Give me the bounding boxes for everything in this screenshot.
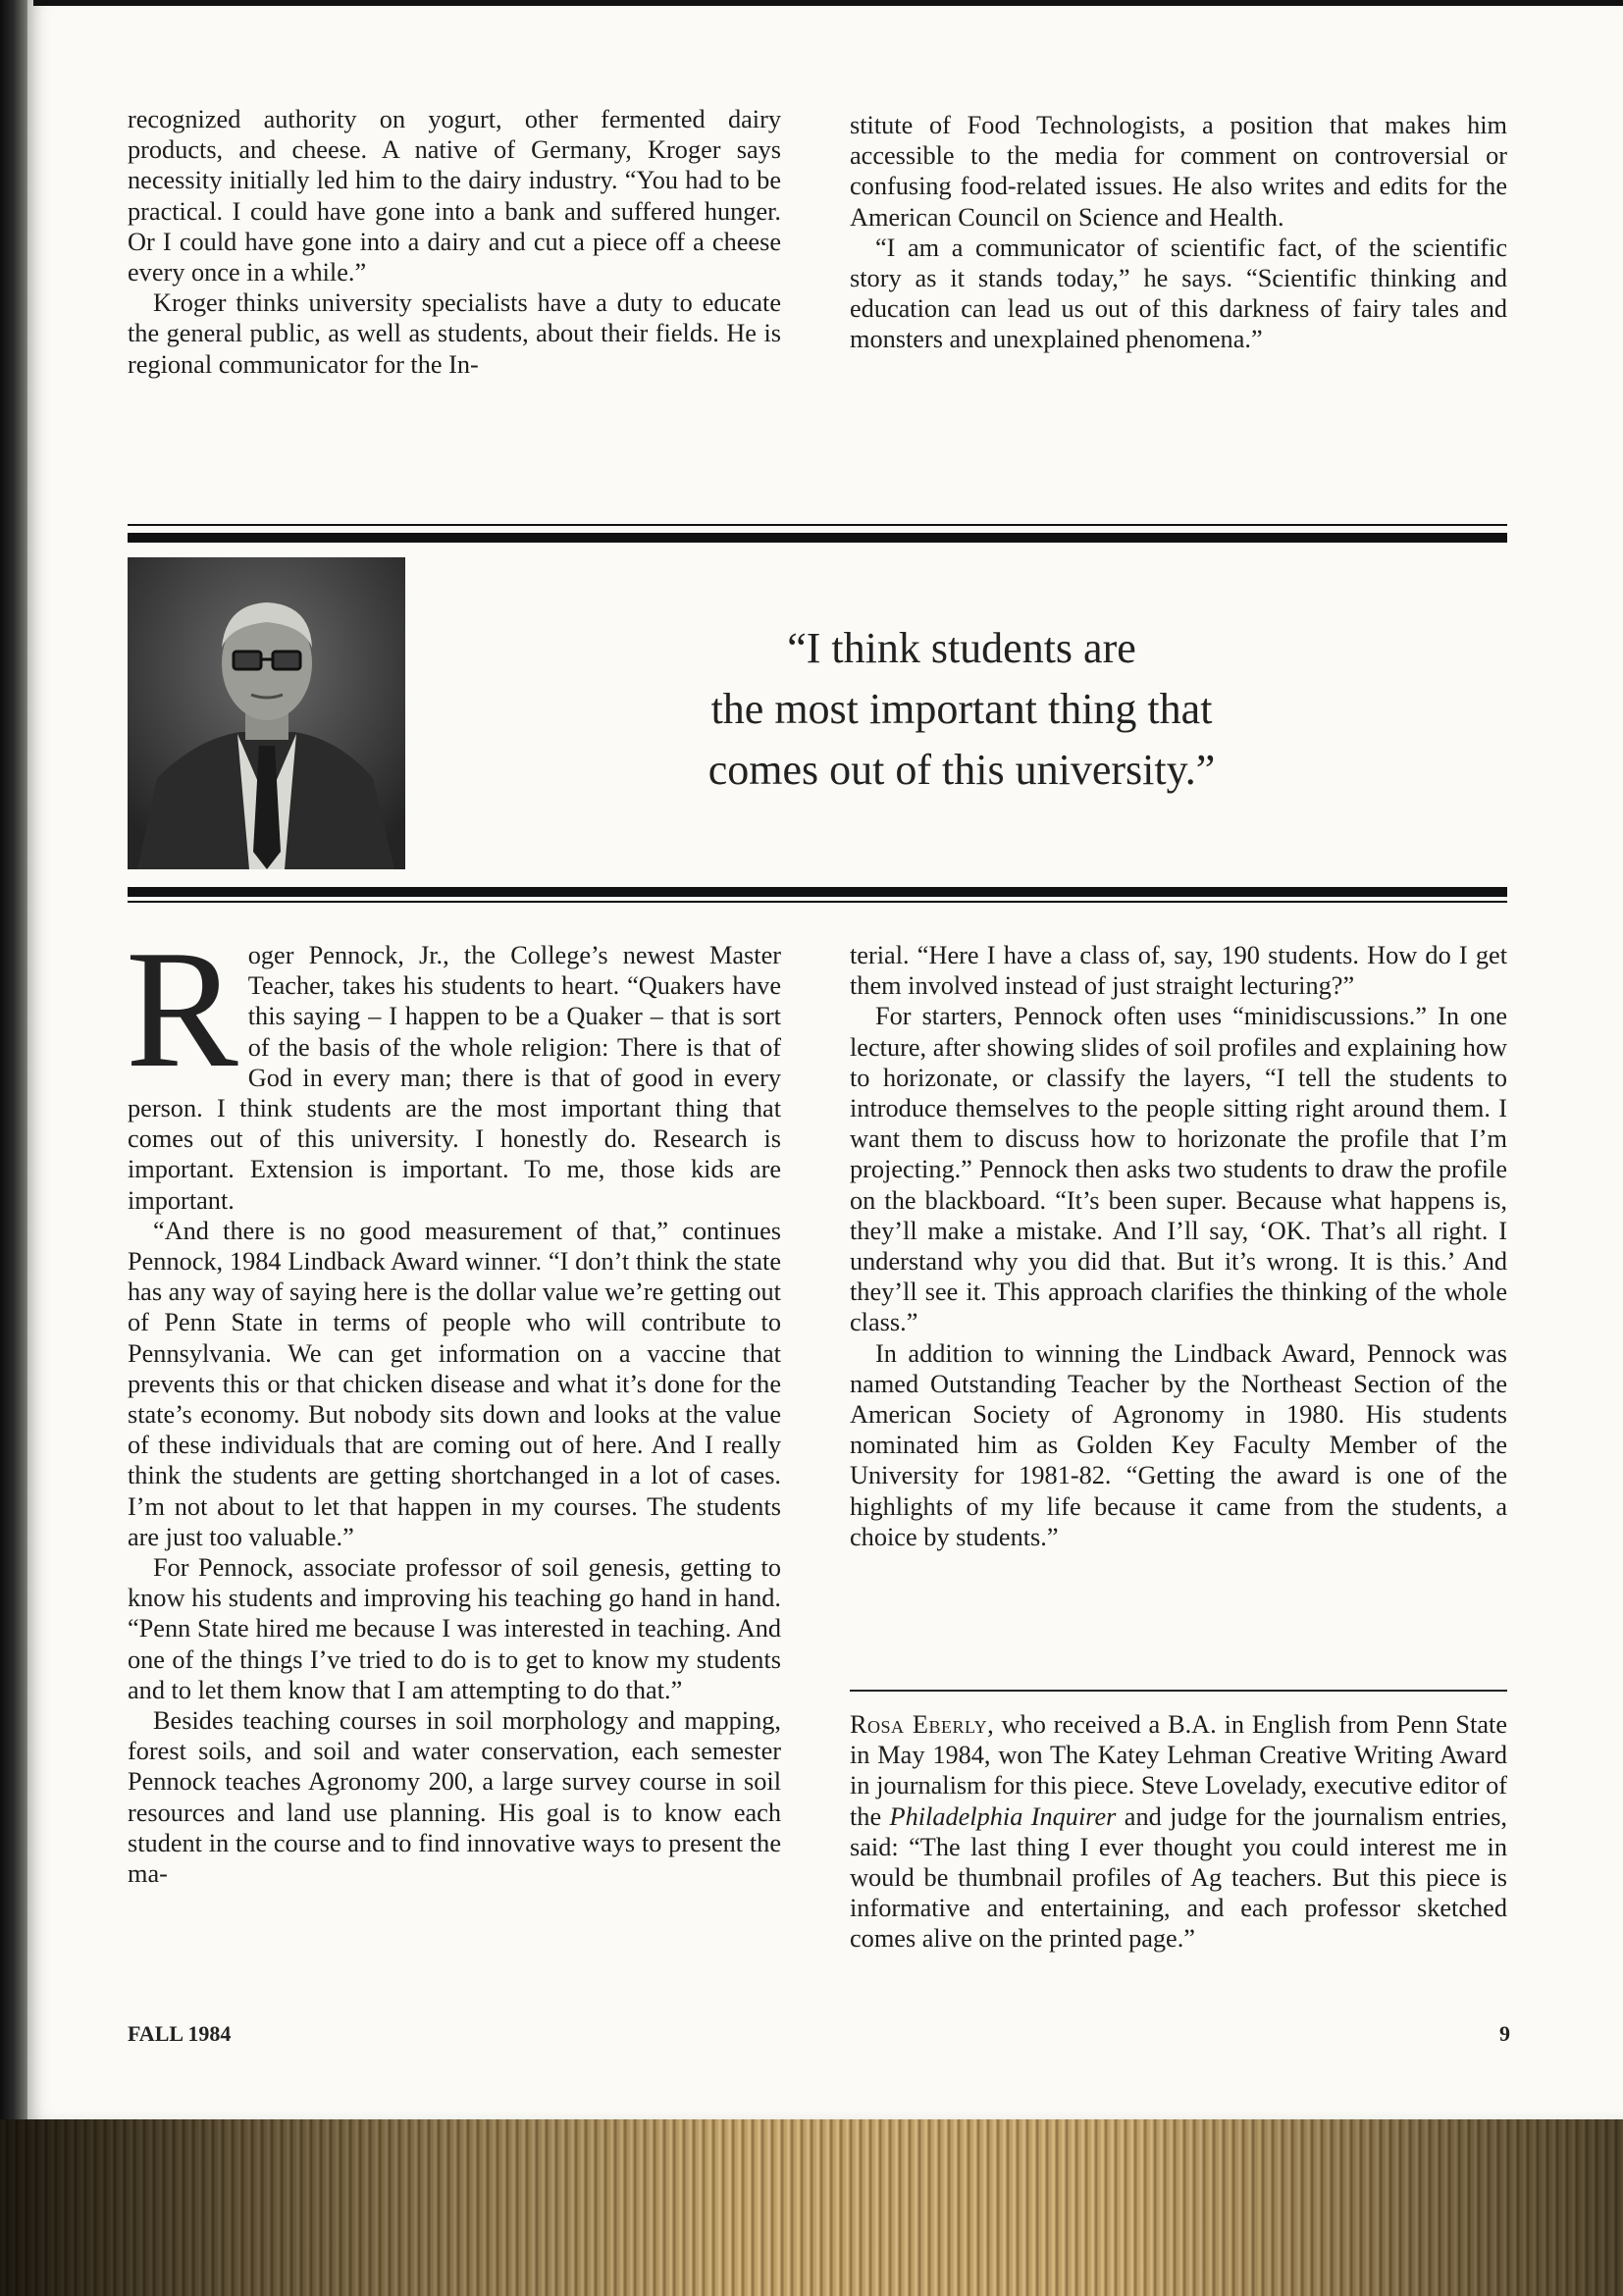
publication-name: Philadelphia Inquirer — [889, 1801, 1117, 1831]
top-left-column — [128, 104, 781, 380]
lead-paragraph-text: oger Pennock, Jr., the College’s newest Master Teacher, takes his students to heart. “Quakers have this saying – I happen to be a Quaker – that is sort of the basis of the whole religion: There is that of God in every man; there is that of good in every person. I think students are the most important thing that comes out of this university. I honestly do. Research is important. Extension is important. To me, those kids are important. — [128, 941, 781, 1215]
credit-text: , who received a B.A. in English from Penn State in May 1984, won The Katey Lehman Creative Writing Award in journalism for this piece. Steve Lovelady, executive editor of the — [850, 1710, 1508, 1831]
page-number: 9 — [1499, 2021, 1510, 2046]
paragraph: For starters, Pennock often uses “minidiscussions.” In one lecture, after showing slides of soil profiles and explaining how to horizonate, or classify the layers, “I tell the students to introduce themselves to the people sitting right around them. I want them to discuss how to horizonate the profile that I’m projecting.” Pennock then asks two students to draw the profile on the blackboard. “It’s been super. Because what happens is, they’ll make a mistake. And I’ll say, ‘OK. That’s all right. I understand why you did that. But it’s wrong. It is this.’ And they’ll see it. This approach clarifies the thinking of the whole class.” — [850, 1002, 1507, 1337]
drop-cap: R — [126, 916, 238, 1103]
paragraph: stitute of Food Technologists, a position that makes him accessible to the media for comment on controversial or confusing food-related issues. He also writes and edits for the American Council on Science and Health. — [850, 111, 1507, 232]
paragraph: recognized authority on yogurt, other fermented dairy products, and cheese. A native of Germany, Kroger says necessity initially led him to the dairy industry. “You had to be practical. I could have gone into a bank and suffered hunger. Or I could have gone into a dairy and cut a piece off a cheese every once in a while.” — [128, 105, 781, 287]
pull-quote-line: the most important thing that — [710, 685, 1213, 733]
credit-paragraph — [850, 1709, 1507, 1955]
issue-footer: FALL 1984 — [128, 2021, 232, 2046]
section-rule-thick — [128, 887, 1507, 897]
portrait-photo — [128, 557, 405, 869]
credit-divider — [850, 1690, 1507, 1692]
section-rule-thick — [128, 533, 1507, 543]
author-credit — [850, 1709, 1507, 1955]
paragraph: “I am a communicator of scientific fact, of the scientific story as it stands today,” he says. “Scientific thinking and education can lead us out of this darkness of fairy tales and monsters and unexplained phenomena.” — [850, 233, 1507, 354]
bottom-right-column — [850, 940, 1507, 1552]
paragraph: Besides teaching courses in soil morphology and mapping, forest soils, and soil and water conservation, each semester Pennock teaches Agronomy 200, a large survey course in soil resources and land use planning. His goal is to know each student in the course and to find innovative ways to present the ma- — [128, 1706, 781, 1889]
top-right-column — [850, 110, 1507, 355]
lead-paragraph — [126, 916, 781, 1216]
paragraph: In addition to winning the Lindback Award, Pennock was named Outstanding Teacher by the Northeast Section of the American Society of Agronomy in 1980. His students nominated him as Golden Key Faculty Member of the University for 1981-82. “Getting the award is one of the highlights of my life because it came from the students, a choice by students.” — [850, 1338, 1507, 1551]
page-top-edge — [33, 0, 1623, 6]
scanner-background-strip — [0, 2119, 1623, 2296]
pull-quote-line: “I think students are — [787, 624, 1136, 672]
bottom-left-column — [126, 916, 781, 1889]
pull-quote — [628, 618, 1295, 801]
pull-quote-line: comes out of this university.” — [707, 746, 1216, 794]
paragraph: terial. “Here I have a class of, say, 190 students. How do I get them involved instead of just straight lecturing?” — [850, 941, 1507, 1001]
credit-text: and judge for the journalism entries, said: “The last thing I ever thought you could interest me in would be thumbnail profiles of Ag teachers. But this piece is informative and entertaining, and each professor sketched comes alive on the printed page.” — [850, 1801, 1508, 1954]
paragraph: “And there is no good measurement of that,” continues Pennock, 1984 Lindback Award winner. “I don’t think the state has any way of saying here is the dollar value we’re getting out of Penn State in terms of people who will contribute to Pennsylvania. We can get information on a vaccine that prevents this or that chicken disease and what it’s done for the state’s economy. But nobody sits down and looks at the value of these individuals that are coming out of here. And I really think the students are getting shortchanged in a lot of cases. I’m not about to let that happen in my courses. The students are just too valuable.” — [128, 1216, 781, 1551]
section-rule-thin — [128, 524, 1507, 526]
section-rule-thin — [128, 901, 1507, 903]
paragraph: Kroger thinks university specialists have a duty to educate the general public, as well as students, about their fields. He is regional communicator for the In- — [128, 288, 781, 379]
author-name: Rosa Eberly — [850, 1710, 988, 1739]
paragraph: For Pennock, associate professor of soil genesis, getting to know his students and improving his teaching go hand in hand. “Penn State hired me because I was interested in teaching. And one of the things I’ve tried to do is to get to know my students and to let them know that I am attempting to do that.” — [128, 1553, 781, 1704]
portrait-photo-image — [128, 557, 405, 869]
